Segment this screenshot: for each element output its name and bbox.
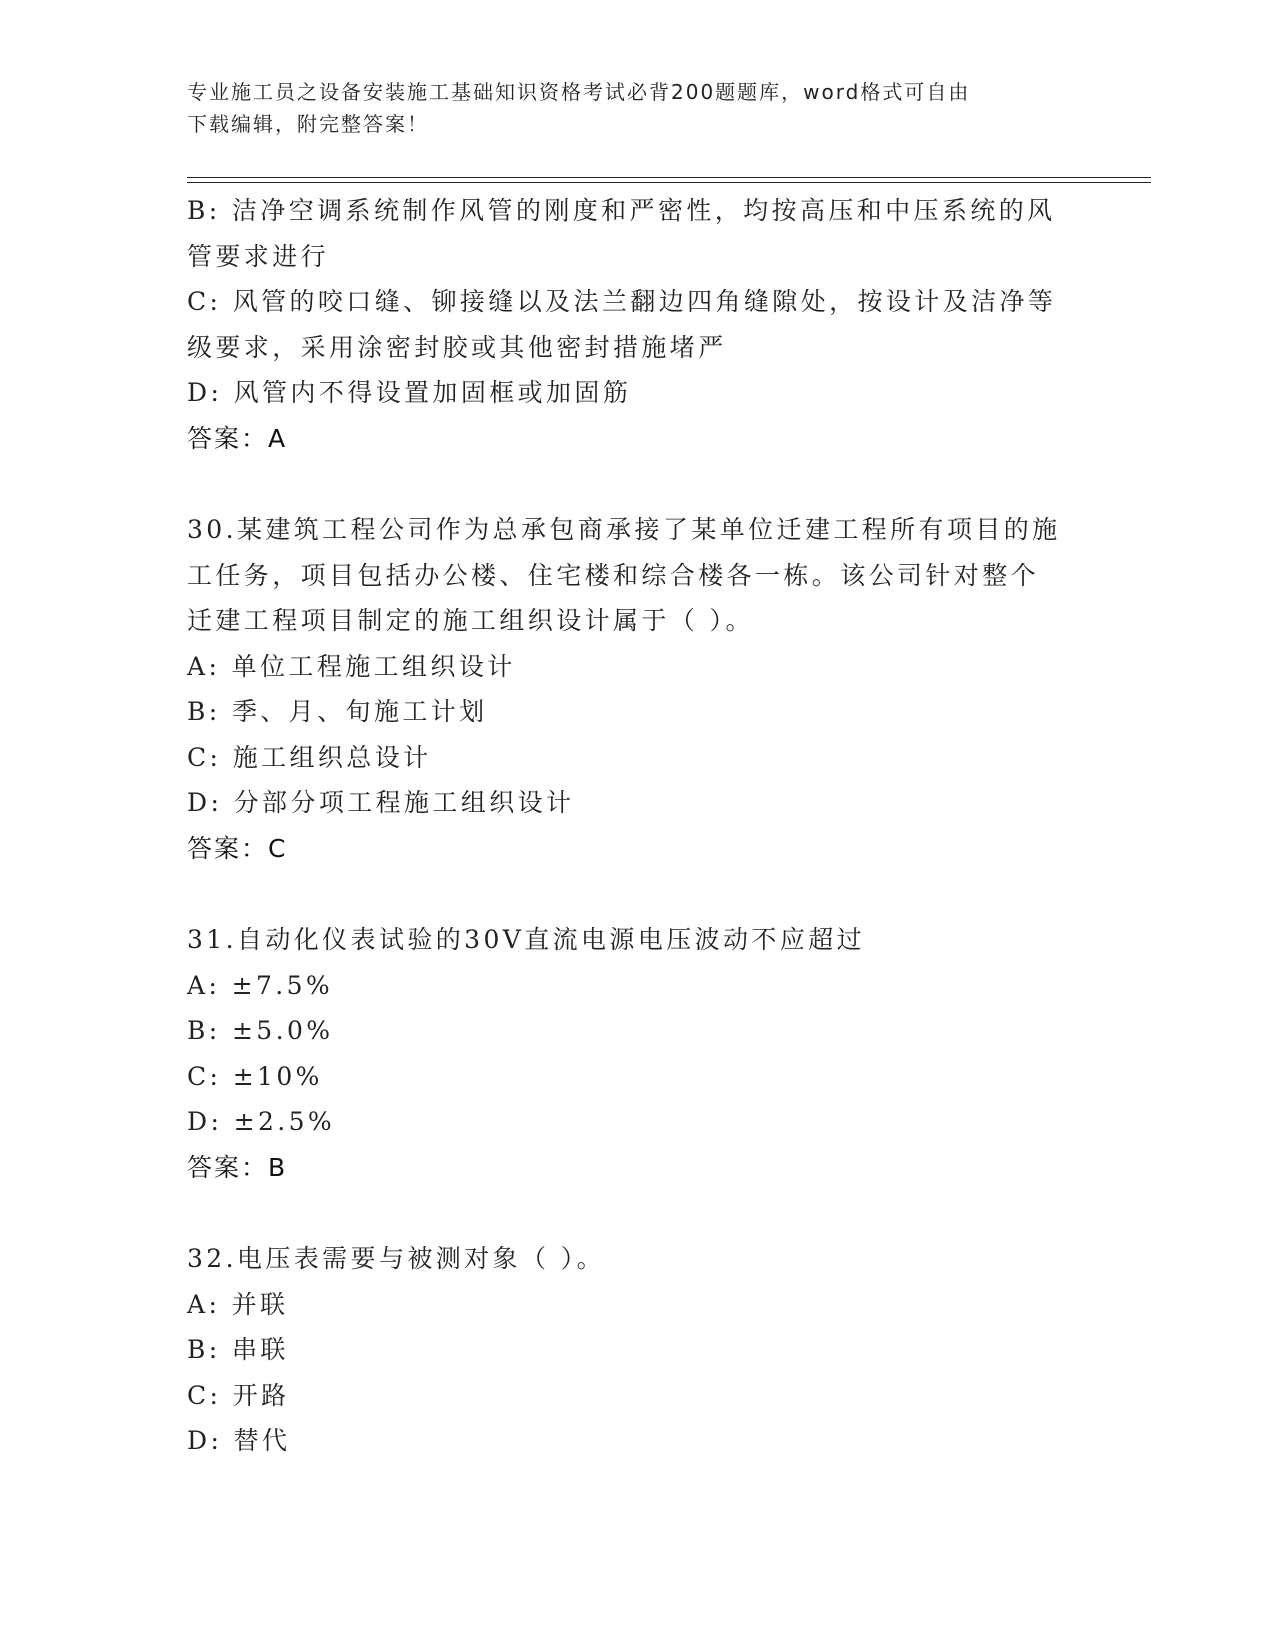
q32-option-c: C: 开路 [187, 1380, 290, 1410]
header-line-1: 专业施工员之设备安装施工基础知识资格考试必背200题题库，word格式可自由 [187, 80, 971, 104]
q29-answer: 答案：A [187, 423, 288, 453]
q32-option-a: A: 并联 [187, 1289, 289, 1319]
q31-option-a: A: ±7.5% [187, 970, 334, 1000]
q29-option-b-line1: B: 洁净空调系统制作风管的刚度和严密性，均按高压和中压系统的风 [187, 196, 1056, 225]
q30-stem-line3: 迁建工程项目制定的施工组织设计属于（ ）。 [187, 606, 754, 635]
q30-answer: 答案：C [187, 833, 288, 863]
q31-answer: 答案：B [187, 1152, 288, 1182]
q31-stem-line1: 31.自动化仪表试验的30V直流电源电压波动不应超过 [187, 925, 866, 954]
question-content [187, 188, 1087, 1464]
q31-option-c: C: ±10% [187, 1061, 323, 1091]
question-30 [187, 507, 1087, 871]
header-rule-top [187, 177, 1151, 178]
q30-stem-line2: 工任务，项目包括办公楼、住宅楼和综合楼各一栋。该公司针对整个 [187, 560, 1040, 590]
header-line-2: 下载编辑，附完整答案！ [187, 112, 429, 136]
q32-option-d: D: 替代 [187, 1426, 291, 1455]
question-31 [187, 917, 1087, 1190]
q32-option-b: B: 串联 [187, 1335, 289, 1364]
q30-option-a: A: 单位工程施工组织设计 [187, 651, 516, 681]
q32-stem-line1: 32.电压表需要与被测对象（ ）。 [187, 1244, 606, 1273]
header-rule-bottom [187, 182, 1151, 183]
q29-option-c-line2: 级要求，采用涂密封胶或其他密封措施堵严 [187, 332, 727, 362]
q30-option-c: C: 施工组织总设计 [187, 742, 432, 772]
q29-option-c-line1: C: 风管的咬口缝、铆接缝以及法兰翻边四角缝隙处，按设计及洁净等 [187, 287, 1057, 316]
question-29-tail [187, 188, 1087, 461]
q29-option-d: D: 风管内不得设置加固框或加固筋 [187, 378, 632, 407]
q31-option-d: D: ±2.5% [187, 1107, 336, 1136]
q30-option-b: B: 季、月、旬施工计划 [187, 697, 488, 726]
question-32 [187, 1236, 1087, 1464]
q31-option-b: B: ±5.0% [187, 1016, 334, 1045]
q30-stem-line1: 30.某建筑工程公司作为总承包商承接了某单位迁建工程所有项目的施 [187, 515, 1061, 544]
q30-option-d: D: 分部分项工程施工组织设计 [187, 788, 575, 817]
q29-option-b-line2: 管要求进行 [187, 241, 330, 271]
document-header [187, 76, 1087, 140]
